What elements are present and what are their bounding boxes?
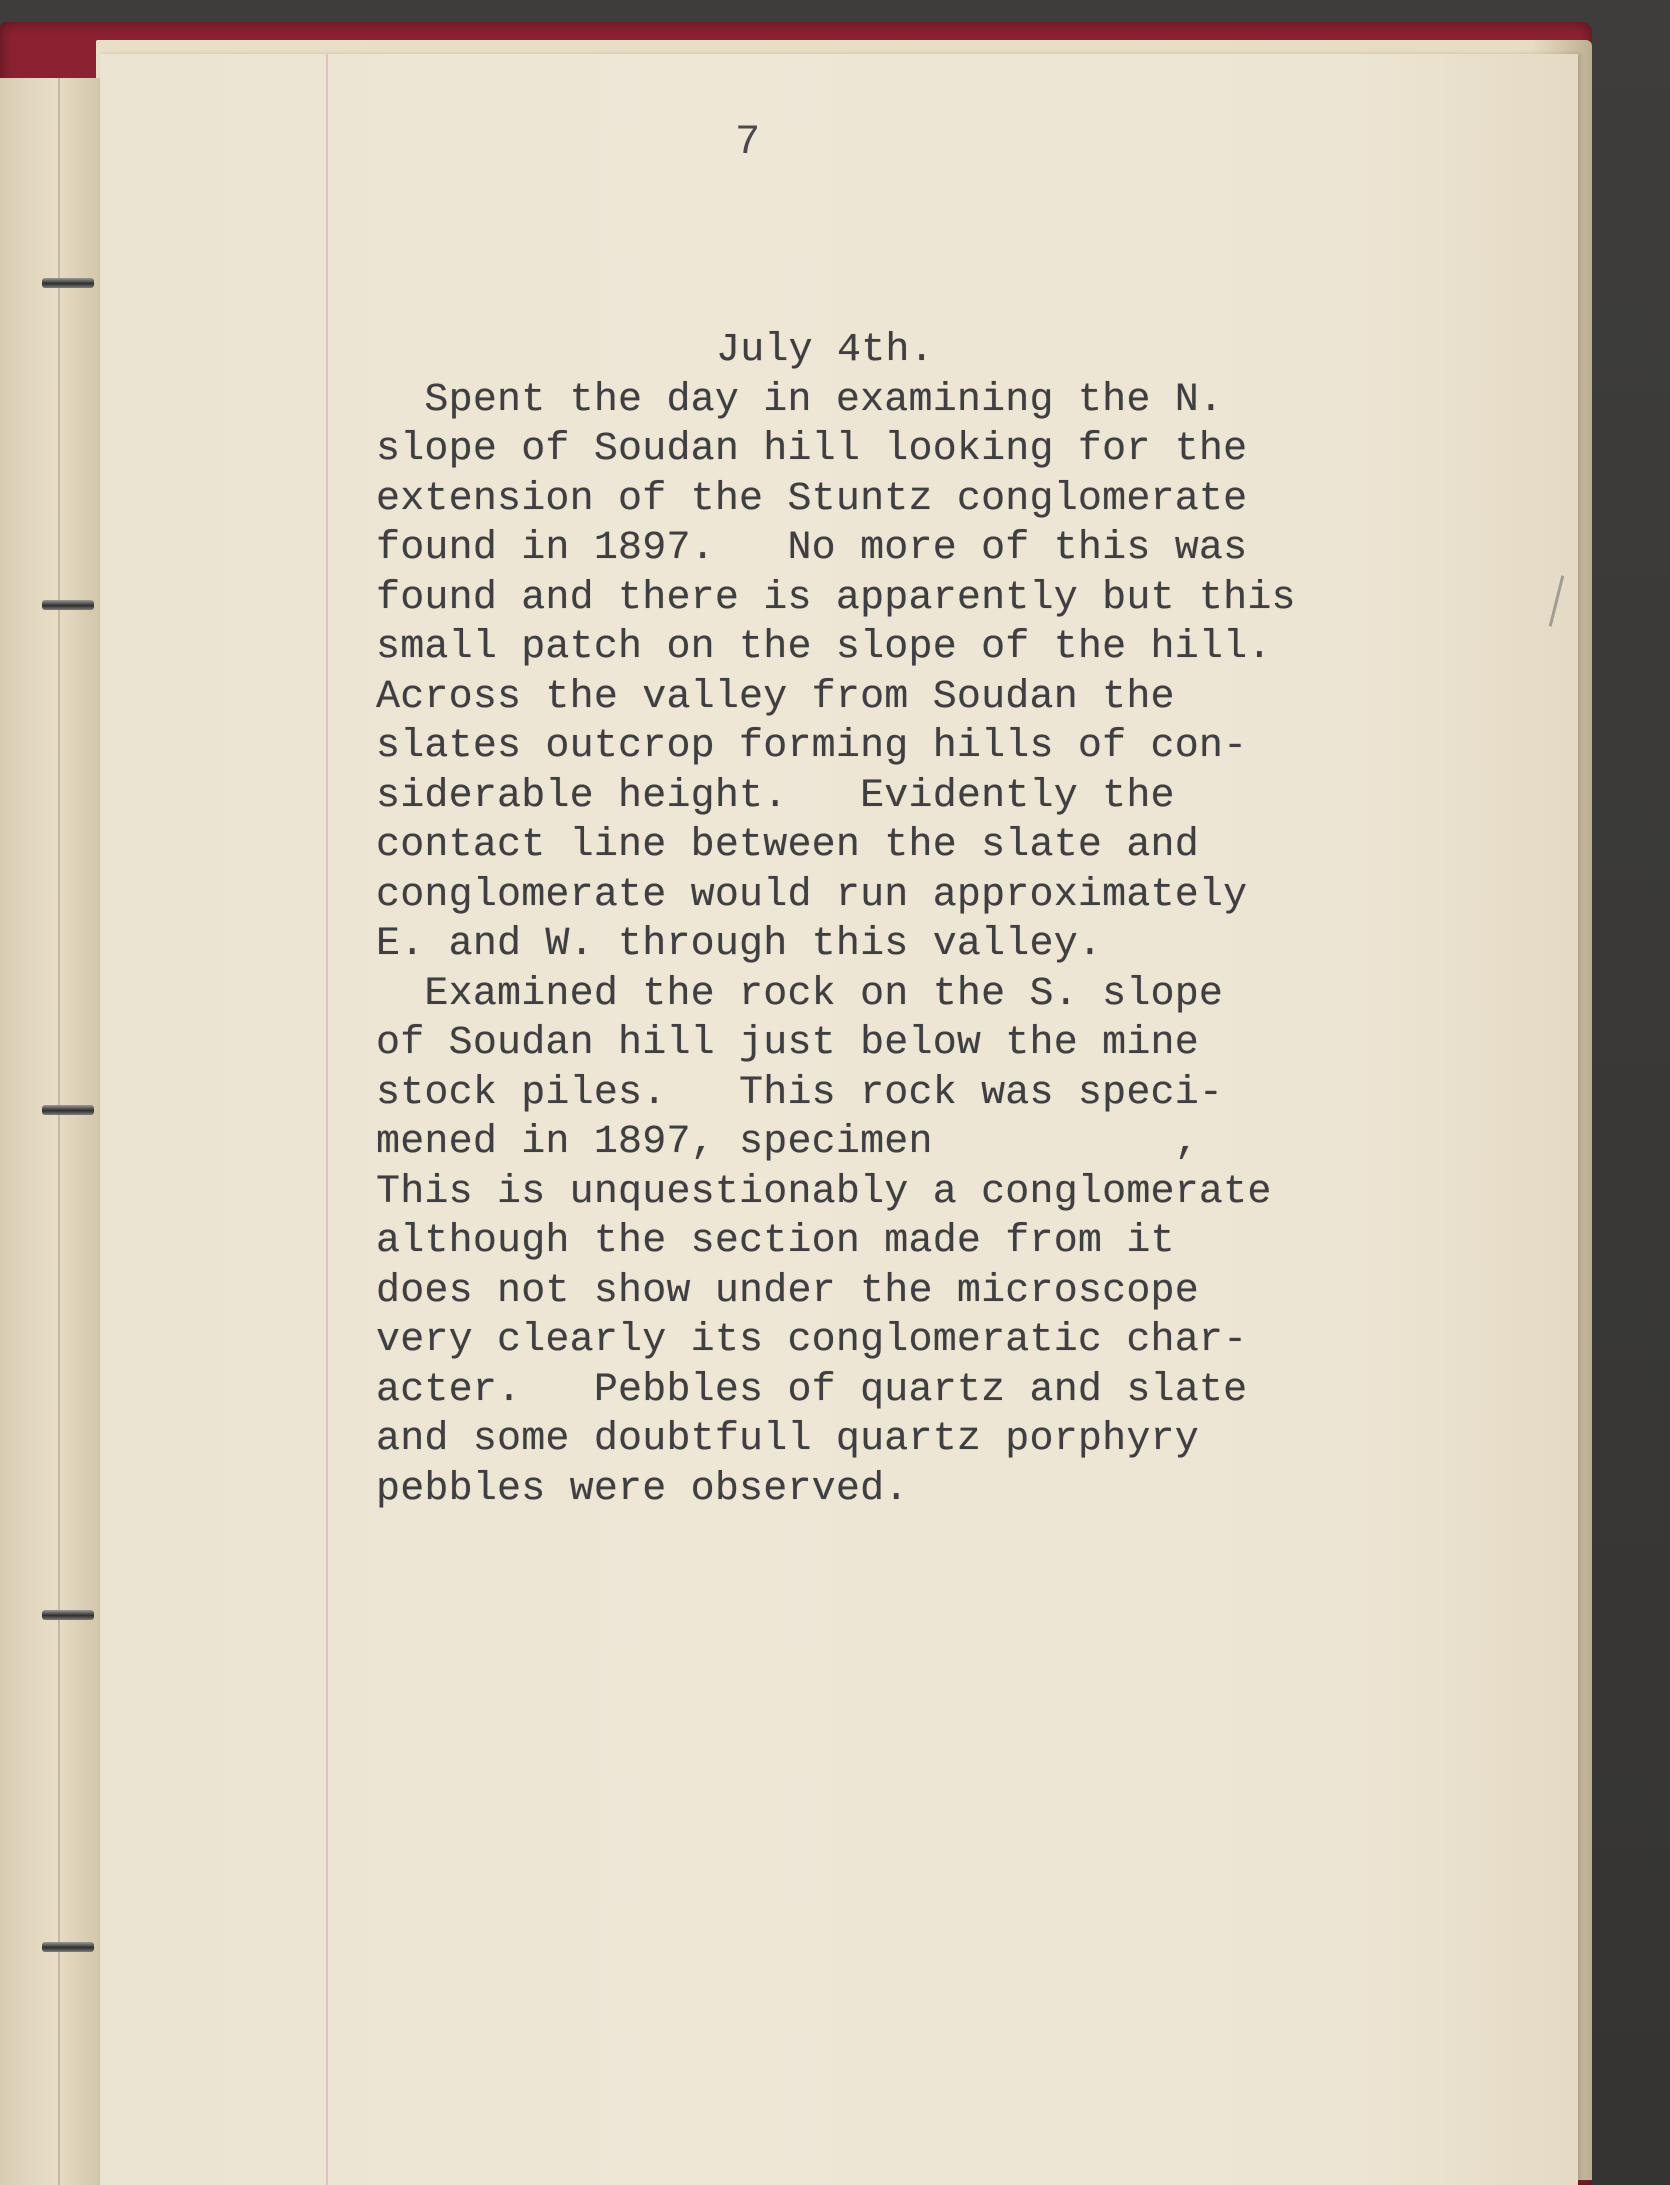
binder-ring — [42, 1942, 94, 1952]
binder-ring — [42, 1105, 94, 1115]
margin-rule — [326, 54, 328, 2185]
binder-leaf — [0, 78, 101, 2185]
page-number: 7 — [735, 118, 761, 166]
binder-ring — [42, 278, 94, 288]
gutter-line — [58, 78, 60, 2185]
binder-ring — [42, 600, 94, 610]
paragraph-soudan-north-slope: Spent the day in examining the N. slope of Soudan hill looking for the extension of the Stuntz conglomerate found in 1897. No more of this was found and there is apparently but this small patch on the slope of the hill. Across the valley from Soudan the slates outcrop forming hills of con- siderable height. Evidently the contact line between the slate and conglomerate would run approximately E. and W. through this valley. — [376, 377, 1296, 967]
binder-ring — [42, 1610, 94, 1620]
typed-entry — [376, 326, 1296, 1514]
paragraph-soudan-south-slope: Examined the rock on the S. slope of Soudan hill just below the mine stock piles. This rock was speci- mened in 1897, specimen , This is unquestionably a conglomerate although the section made from it does not show under the microscope very clearly its conglomeratic char- acter. Pebbles of quartz and slate and some doubtfull quartz porphyry pebbles were observed. — [376, 971, 1272, 1512]
entry-date: July 4th. — [716, 328, 934, 373]
